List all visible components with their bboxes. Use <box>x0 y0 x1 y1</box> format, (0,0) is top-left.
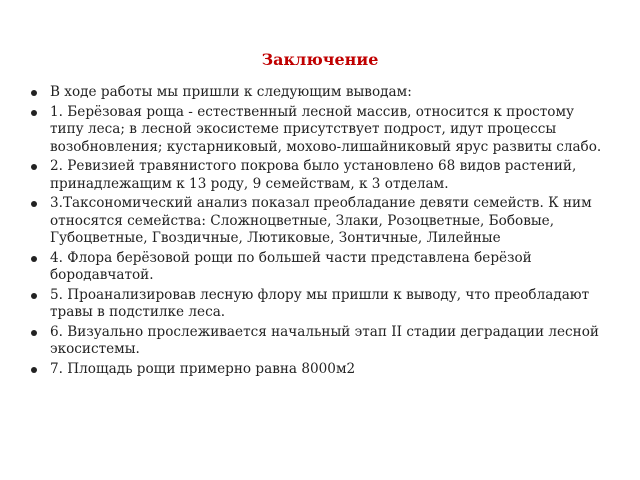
bullet-text: 6. Визуально прослеживается начальный этап II стадии деградации лесной экосистемы. <box>50 323 599 357</box>
bullet-item <box>28 195 608 248</box>
bullet-text: В ходе работы мы пришли к следующим выводам: <box>50 84 412 100</box>
bullet-text: 1. Берёзовая роща - естественный лесной массив, относится к простому типу леса; в лесной экосистеме присутствует подрост, идут процессы возобновления; кустарниковый, мохово-лишайниковый ярус развиты слабо. <box>50 103 602 155</box>
bullet-text: 4. Флора берёзовой рощи по большей части представлена берёзой бородавчатой. <box>50 249 532 283</box>
slide-title: Заключение <box>261 50 379 69</box>
bullet-item <box>28 250 608 285</box>
bullet-item <box>28 287 608 322</box>
bullet-text: 7. Площадь рощи примерно равна 8000м2 <box>50 360 356 377</box>
bullet-item <box>28 104 608 157</box>
bullet-item <box>28 324 608 359</box>
bullet-dot-icon <box>31 293 37 299</box>
bullet-dot-icon <box>31 110 37 116</box>
bullet-item <box>28 84 608 102</box>
bullet-text: 3.Таксономический анализ показал преобладание девяти семейств. К ним относятся семейства: Сложноцветные, Злаки, Розоцветные, Бобовые, Губоцветные, Гвоздичные, Лютиковые, Зонтичные, Лилейные <box>50 195 592 246</box>
bullet-dot-icon <box>31 367 37 373</box>
bullet-list <box>28 84 608 380</box>
bullet-text: 2. Ревизией травянистого покрова было установлено 68 видов растений, принадлежащим к 13 роду, 9 семействам, к 3 отделам. <box>50 158 577 192</box>
bullet-item <box>28 361 608 379</box>
bullet-item <box>28 158 608 193</box>
bullet-dot-icon <box>31 90 37 96</box>
bullet-dot-icon <box>31 256 37 262</box>
bullet-dot-icon <box>31 164 37 170</box>
bullet-dot-icon <box>31 330 37 336</box>
bullet-dot-icon <box>31 201 37 207</box>
bullet-text: 5. Проанализировав лесную флору мы пришли к выводу, что преобладают травы в подстилке леса. <box>50 286 590 320</box>
